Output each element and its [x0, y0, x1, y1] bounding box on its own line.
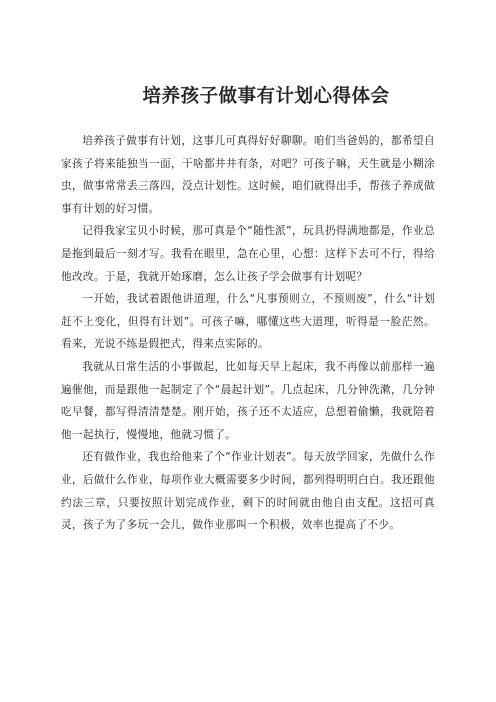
document-body	[61, 130, 435, 537]
paragraph: 记得我家宝贝小时候，那可真是个“随性派”，玩具扔得满地都是，作业总是拖到最后一刻才写。我看在眼里，急在心里，心想：这样下去可不行，得给他改改。于是，我就开始琢磨，怎么让孩子学会做事有计划呢？	[61, 225, 435, 283]
paragraph: 一开始，我试着跟他讲道理，什么“凡事预则立，不预则废”，什么“计划赶不上变化，但得有计划”。可孩子嘛，哪懂这些大道理，听得是一脸茫然。看来，光说不练是假把式，得来点实际的。	[61, 293, 435, 351]
paragraph: 培养孩子做事有计划，这事儿可真得好好聊聊。咱们当爸妈的，都希望自家孩子将来能独当一面，干啥都井井有条，对吧？可孩子嘛，天生就是小糊涂虫，做事常常丢三落四，没点计划性。这时候，咱们就得出手，帮孩子养成做事有计划的好习惯。	[61, 135, 435, 215]
paragraph: 我就从日常生活的小事做起，比如每天早上起床，我不再像以前那样一遍遍催他，而是跟他一起制定了个“晨起计划”。几点起床，几分钟洗漱，几分钟吃早餐，都写得清清楚楚。刚开始，孩子还不太适应，总想着偷懒，我就陪着他一起执行，慢慢地，他就习惯了。	[61, 360, 435, 441]
document-title: 培养孩子做事有计划心得体会	[142, 86, 390, 107]
paragraph: 还有做作业，我也给他来了个“作业计划表”。每天放学回家，先做什么作业，后做什么作业，每项作业大概需要多少时间，都列得明明白白。我还跟他约法三章，只要按照计划完成作业，剩下的时间就由他自由支配。这招可真灵，孩子为了多玩一会儿，做作业那叫一个积极，效率也提高了不少。	[61, 451, 435, 532]
